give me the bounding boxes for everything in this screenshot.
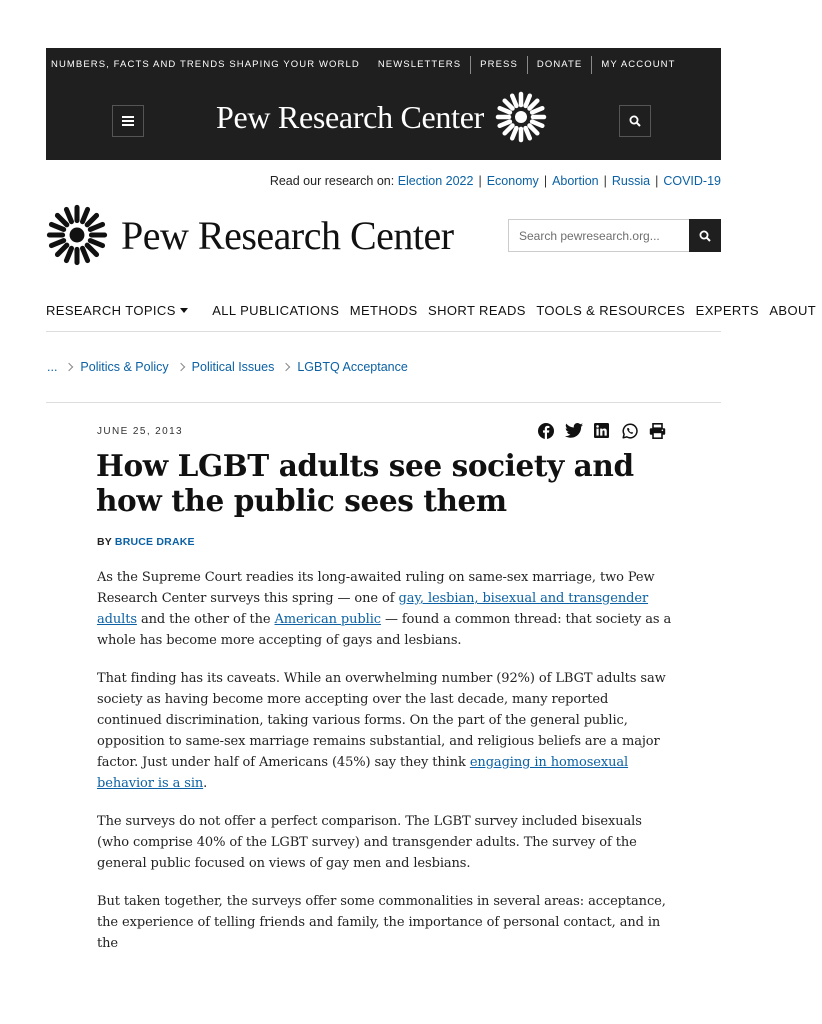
newsletters-link[interactable]: NEWSLETTERS — [377, 59, 462, 70]
main-nav — [46, 302, 817, 332]
byline — [97, 536, 195, 548]
topic-separator: | — [543, 174, 548, 188]
topic-separator: | — [603, 174, 607, 188]
paragraph: The surveys do not offer a perfect comparison. The LGBT survey included bisexuals (who comprise 40% of the LGBT survey) and transgender adults. The survey of the general public focused on views of gay men and lesbians. — [97, 814, 642, 871]
whatsapp-icon[interactable] — [621, 422, 638, 439]
nav-all-publications[interactable]: ALL PUBLICATIONS — [212, 303, 340, 318]
article-body — [97, 567, 675, 971]
linkedin-icon[interactable] — [593, 422, 610, 439]
sunburst-logo-icon — [496, 92, 546, 142]
share-toolbar — [537, 422, 666, 439]
article-title: How LGBT adults see society and how the public sees them — [96, 448, 634, 518]
search-icon — [699, 230, 711, 242]
print-icon[interactable] — [649, 422, 666, 439]
caret-down-icon — [180, 308, 188, 313]
paragraph: That finding has its caveats. While an overwhelming number (92%) of LBGT adults saw society as having become more accepting over the last decade, many reported continued discrimination, taking various forms. On the part of the general public, opposition to same-sex marriage remains substantial, and religious beliefs are a major factor. Just under half of Americans (45%) say they think engaging in homosexual behavior is a sin. — [97, 671, 666, 791]
byline-prefix: BY — [97, 536, 112, 548]
breadcrumb-political-issues[interactable]: Political Issues — [191, 360, 275, 374]
main-logo-text: Pew Research Center — [121, 212, 454, 258]
nav-short-reads[interactable]: SHORT READS — [428, 303, 526, 318]
research-topics-line — [270, 174, 721, 188]
nav-research-topics-label: RESEARCH TOPICS — [46, 303, 176, 318]
homosexual-behavior-sin-link[interactable]: engaging in homosexual behavior is a sin — [97, 755, 629, 791]
breadcrumb — [47, 360, 408, 374]
breadcrumb-politics-policy[interactable]: Politics & Policy — [80, 360, 169, 374]
topic-separator: | — [478, 174, 482, 188]
chevron-right-icon — [65, 363, 73, 371]
paragraph: As the Supreme Court readies its long-awaited ruling on same-sex marriage, two Pew Research Center surveys this spring — one of gay, lesbian, bisexual and transgender adults and the other of the American public — found a common thread: that society as a whole has become more accepting of gays and lesbians. — [97, 570, 672, 648]
donate-link[interactable]: DONATE — [527, 56, 591, 74]
top-banner — [46, 48, 721, 160]
twitter-icon[interactable] — [565, 422, 582, 439]
article-date: JUNE 25, 2013 — [97, 426, 184, 437]
chevron-right-icon — [282, 363, 290, 371]
banner-logo[interactable] — [216, 92, 546, 142]
research-topics-prefix: Read our research on: — [269, 174, 395, 188]
nav-about[interactable]: ABOUT — [769, 303, 817, 318]
main-logo[interactable] — [47, 205, 454, 265]
nav-research-topics[interactable] — [46, 302, 188, 320]
nav-methods[interactable]: METHODS — [349, 303, 418, 318]
topic-link-economy[interactable]: Economy — [486, 174, 539, 188]
author-link[interactable]: BRUCE DRAKE — [114, 536, 195, 548]
press-link[interactable]: PRESS — [470, 56, 527, 74]
topic-separator: | — [655, 174, 659, 188]
hamburger-icon — [122, 116, 134, 126]
nav-experts[interactable]: EXPERTS — [695, 303, 759, 318]
search-icon — [629, 115, 641, 127]
topic-link-abortion[interactable]: Abortion — [552, 174, 599, 188]
banner-logo-text: Pew Research Center — [216, 98, 484, 135]
topic-link-election-2022[interactable]: Election 2022 — [397, 174, 474, 188]
breadcrumb-lgbtq-acceptance[interactable]: LGBTQ Acceptance — [297, 360, 408, 374]
lgbt-survey-link[interactable]: gay, lesbian, bisexual and transgender adults — [97, 591, 649, 627]
american-public-link[interactable]: American public — [274, 612, 381, 627]
site-tagline: NUMBERS, FACTS AND TRENDS SHAPING YOUR WORLD — [51, 59, 360, 70]
banner-search-button[interactable] — [619, 105, 651, 137]
sunburst-logo-icon — [47, 205, 107, 265]
paragraph: But taken together, the surveys offer some commonalities in several areas: acceptance, the experience of telling friends and family, the importance of personal contact, and in the — [97, 894, 666, 951]
search-input[interactable] — [508, 219, 689, 252]
topic-link-russia[interactable]: Russia — [611, 174, 651, 188]
utility-bar — [46, 48, 685, 82]
facebook-icon[interactable] — [537, 422, 554, 439]
breadcrumb-ellipsis[interactable]: ... — [47, 360, 58, 374]
menu-button[interactable] — [112, 105, 144, 137]
chevron-right-icon — [176, 363, 184, 371]
breadcrumb-divider — [46, 402, 721, 403]
nav-tools-resources[interactable]: TOOLS & RESOURCES — [536, 303, 686, 318]
search-submit-button[interactable] — [689, 219, 721, 252]
topic-link-covid-19[interactable]: COVID-19 — [663, 174, 721, 188]
my-account-link[interactable]: MY ACCOUNT — [591, 56, 684, 74]
search-box — [508, 219, 721, 252]
